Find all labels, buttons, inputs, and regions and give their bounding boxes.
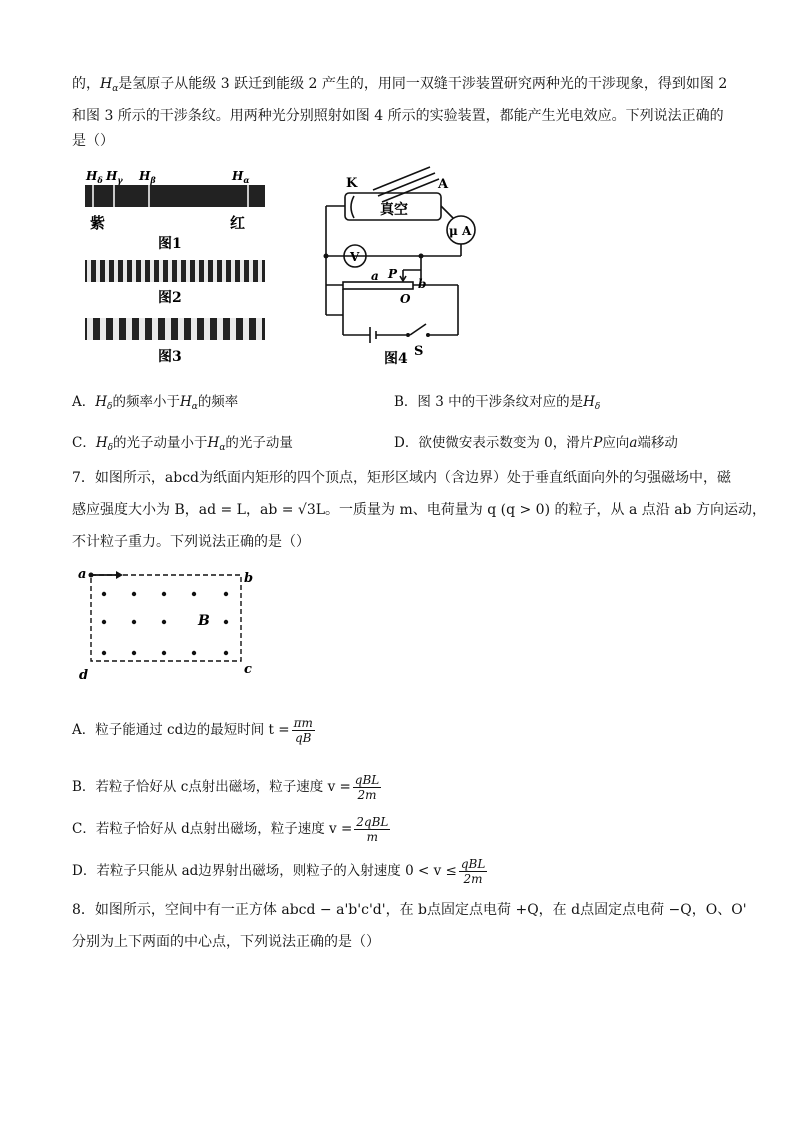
label-b: b <box>244 571 254 586</box>
bright-fringe <box>243 318 249 340</box>
label-s: S <box>414 344 424 359</box>
bright-fringe <box>240 260 244 282</box>
label-field-b: B <box>198 613 210 629</box>
bright-fringe <box>204 260 208 282</box>
fig1-caption: 图1 <box>158 236 182 252</box>
fig4-caption: 图4 <box>384 351 408 367</box>
bright-fringe <box>96 260 100 282</box>
fig2-fringes-bg <box>85 260 265 282</box>
bright-fringe <box>87 260 91 282</box>
bright-fringe <box>126 318 132 340</box>
bright-fringe <box>231 260 235 282</box>
field-dot <box>102 651 106 655</box>
label-purple: 紫 <box>90 214 106 232</box>
bright-fringe <box>141 260 145 282</box>
fig3-caption: 图3 <box>158 349 182 365</box>
q6-option-a[interactable]: A．$H_\delta$的频率小于$H_\alpha$的频率 <box>72 394 239 412</box>
bright-fringe <box>191 318 197 340</box>
bright-fringe <box>159 260 163 282</box>
field-dot <box>132 651 136 655</box>
field-dot <box>102 620 106 624</box>
field-dot <box>224 620 228 624</box>
field-dot <box>132 592 136 596</box>
bright-fringe <box>150 260 154 282</box>
q7-option-a[interactable]: A．粒子能通过 cd边的最短时间 t = $\frac{\pi m}{qB}$ <box>72 716 313 745</box>
label-a-end: a <box>371 269 379 283</box>
bright-fringe <box>113 318 119 340</box>
bright-fringe <box>165 318 171 340</box>
bright-fringe <box>152 318 158 340</box>
q7-option-b[interactable]: B．若粒子恰好从 c点射出磁场，粒子速度 v = $\frac{\text{qBL}}{2m}$ <box>72 773 380 802</box>
bright-fringe <box>123 260 127 282</box>
q8-line-1: 8．如图所示，空间中有一正方体 abcd − a'b'c'd'，在 b点固定点电荷 +Q，在 d点固定点电荷 −Q，O、O' <box>72 902 747 918</box>
label-c: c <box>244 662 252 677</box>
switch-s <box>410 324 426 335</box>
bright-fringe <box>258 260 262 282</box>
field-rectangle <box>91 575 241 661</box>
bright-fringe <box>222 260 226 282</box>
q7-option-c[interactable]: C．若粒子恰好从 d点射出磁场，粒子速度 v = $\frac{\text{2qBL}}{m}$ <box>72 815 389 844</box>
q6-option-d[interactable]: D．欲使微安表示数变为 0，滑片P应向a端移动 <box>394 435 678 451</box>
label-vacuum: 真空 <box>380 202 408 218</box>
spectrum-bar <box>85 185 265 207</box>
rheostat <box>343 282 413 289</box>
bright-fringe <box>230 318 236 340</box>
label-h-alpha: $H_\alpha$ <box>232 169 250 185</box>
bright-fringe <box>177 260 181 282</box>
label-a-anode: A <box>438 177 449 192</box>
q7-line-1: 7．如图所示，abcd为纸面内矩形的四个顶点，矩形区域内（含边界）处于垂直纸面向外的匀强磁场中，磁 <box>72 470 732 486</box>
magnetic-field-rectangle-figure <box>74 562 264 692</box>
field-dot <box>224 592 228 596</box>
q7-option-d[interactable]: D．若粒子只能从 ad边界射出磁场，则粒子的入射速度 0 < v ≤ $\frac{\text{qBL}}{2m}$ <box>72 857 486 886</box>
bright-fringe <box>168 260 172 282</box>
cathode-k <box>351 196 354 218</box>
label-h-beta: $H_\beta$ <box>139 169 156 185</box>
bright-fringe <box>132 260 136 282</box>
label-h-gamma: $H_\gamma$ <box>106 169 123 185</box>
label-red: 红 <box>230 214 246 232</box>
bright-fringe <box>213 260 217 282</box>
bright-fringe <box>178 318 184 340</box>
label-b: b <box>418 277 427 291</box>
label-microampere: μ A <box>449 224 472 238</box>
q6-intro-line-3: 是（） <box>72 133 114 149</box>
bright-fringe <box>186 260 190 282</box>
q7-line-2: 感应强度大小为 B，ad = L，ab = √3L。一质量为 m、电荷量为 q (q > 0) 的粒子，从 a 点沿 ab 方向运动， <box>72 502 766 518</box>
label-v: V <box>350 250 360 264</box>
bright-fringe <box>105 260 109 282</box>
field-dot <box>192 651 196 655</box>
spectrum-and-fringe-figures <box>80 158 280 368</box>
field-dot <box>132 620 136 624</box>
bright-fringe <box>139 318 145 340</box>
bright-fringe <box>249 260 253 282</box>
fig3-fringes-bg <box>85 318 265 340</box>
label-d: d <box>79 668 89 683</box>
bright-fringe <box>256 318 262 340</box>
field-dot <box>192 592 196 596</box>
fig2-caption: 图2 <box>158 290 182 306</box>
q6-option-c[interactable]: C．$H_\delta$的光子动量小于$H_\alpha$的光子动量 <box>72 435 293 453</box>
field-dot <box>162 620 166 624</box>
label-p: P <box>388 267 398 281</box>
bright-fringe <box>100 318 106 340</box>
field-dot <box>162 651 166 655</box>
q6-intro-line-1: 的，$H_\alpha$是氢原子从能级 3 跃迁到能级 2 产生的，用同一双缝干涉装置研究两种光的干涉现象，得到如图 2 <box>72 76 728 94</box>
label-h-delta: $H_\delta$ <box>86 169 103 185</box>
q8-line-2: 分别为上下两面的中心点，下列说法正确的是（） <box>72 934 380 950</box>
bright-fringe <box>204 318 210 340</box>
q6-intro-line-2: 和图 3 所示的干涉条纹。用两种光分别照射如图 4 所示的实验装置，都能产生光电效应。下列说法正确的 <box>72 108 724 124</box>
bright-fringe <box>195 260 199 282</box>
bright-fringe <box>114 260 118 282</box>
bright-fringe <box>87 318 93 340</box>
label-k: K <box>346 176 358 191</box>
label-o: O <box>400 292 411 306</box>
q7-line-3: 不计粒子重力。下列说法正确的是（） <box>72 534 310 550</box>
field-dot <box>102 592 106 596</box>
q6-option-b[interactable]: B．图 3 中的干涉条纹对应的是$H_\delta$ <box>394 394 601 412</box>
field-dot <box>162 592 166 596</box>
label-a: a <box>78 567 87 582</box>
photoelectric-circuit-figure <box>318 160 488 370</box>
field-dot <box>224 651 228 655</box>
bright-fringe <box>217 318 223 340</box>
